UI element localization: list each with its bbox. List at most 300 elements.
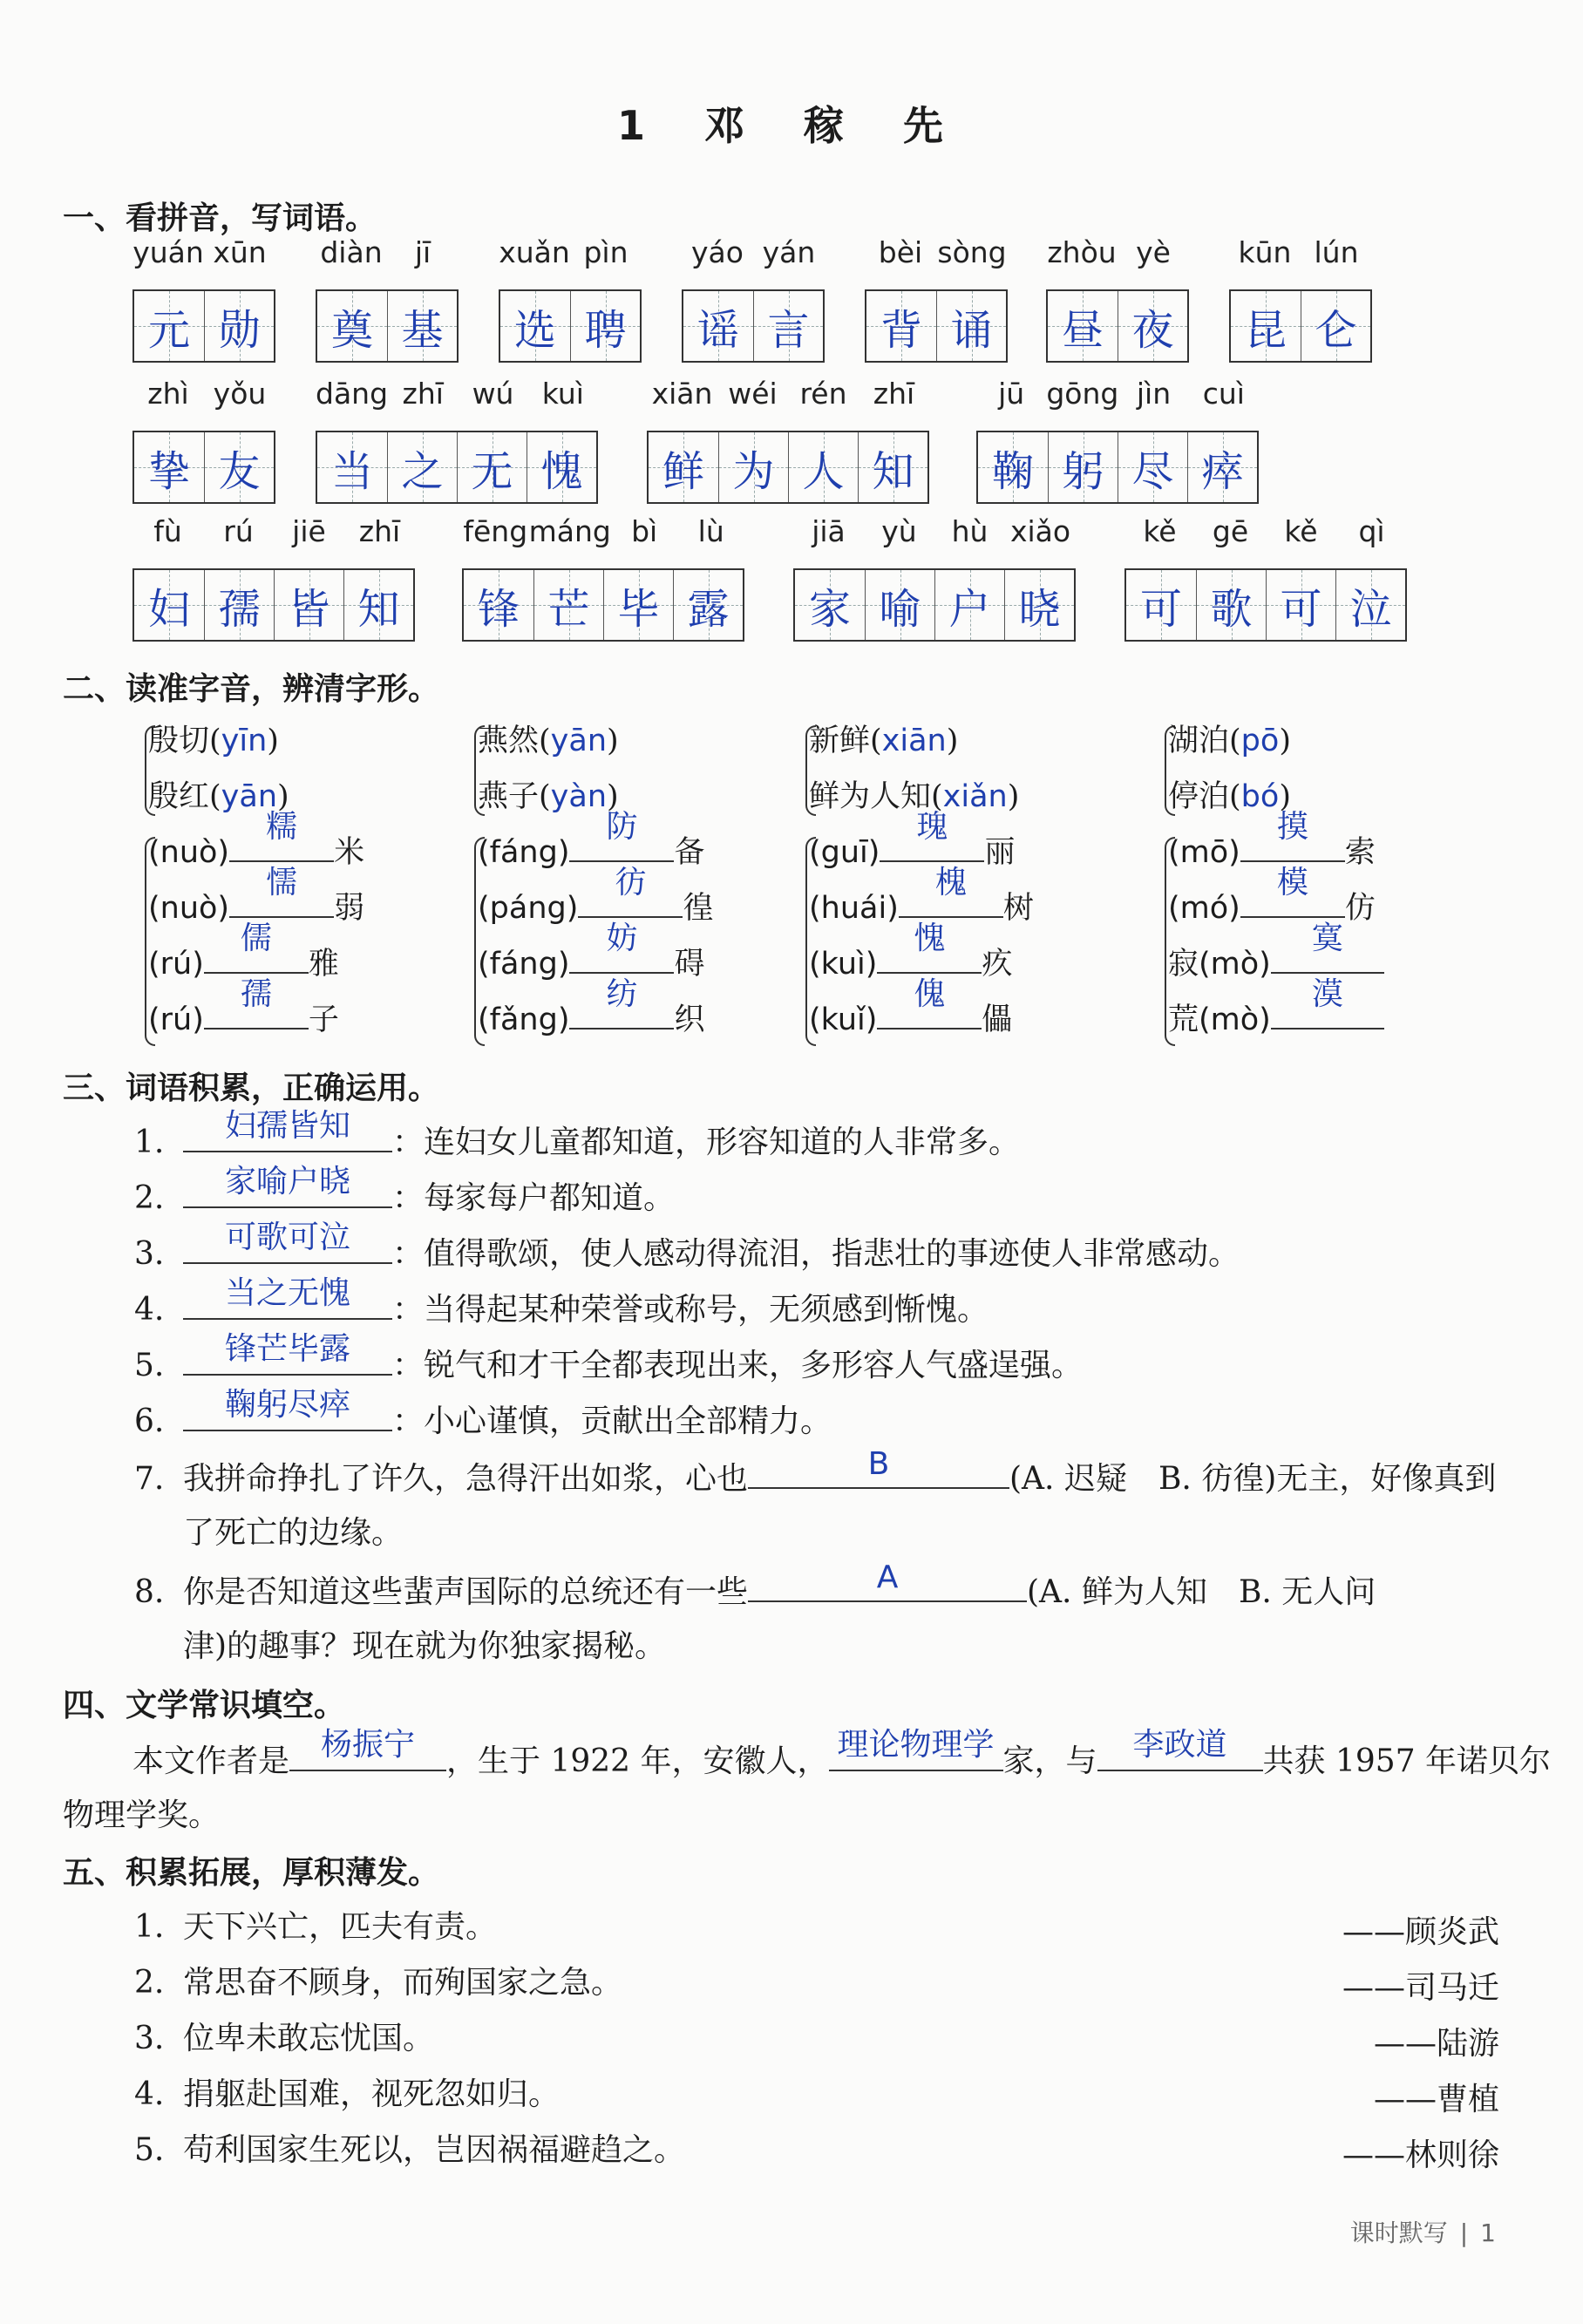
- handwritten-char: 谣: [696, 305, 739, 355]
- pinyin-syllable: kūn: [1238, 235, 1292, 269]
- pinyin-syllable: kuì: [541, 377, 584, 411]
- pinyin-label: [1124, 514, 1407, 548]
- char-cell[interactable]: [1196, 570, 1266, 640]
- char-cell[interactable]: [1048, 291, 1118, 361]
- char-cell[interactable]: [343, 570, 413, 640]
- handwritten-char: 言: [767, 305, 810, 355]
- pinyin-word: [316, 235, 459, 363]
- handwritten-char: 模: [1276, 865, 1308, 900]
- handwritten-char: 昼: [1061, 305, 1104, 355]
- char-suffix: 碍: [674, 947, 705, 982]
- pinyin-syllable: jiā: [812, 514, 846, 548]
- pinyin-label: [682, 235, 825, 269]
- item-number: 1.: [134, 1125, 165, 1160]
- char-cell[interactable]: [204, 291, 274, 361]
- pinyin-label: [316, 377, 598, 411]
- vocab-answer-blank[interactable]: [183, 1275, 392, 1320]
- handwritten-char: 懦: [266, 865, 298, 900]
- pinyin-word: [132, 514, 415, 642]
- handwritten-char: 露: [687, 584, 730, 634]
- char-suffix: 备: [674, 835, 705, 870]
- handwritten-char: 愧: [914, 921, 946, 956]
- char-cell[interactable]: [934, 570, 1004, 640]
- handwritten-char: 防: [606, 809, 638, 845]
- polyphone-line: 停泊(bó): [1168, 779, 1291, 814]
- handwritten-char: 人: [802, 446, 845, 496]
- polyphone-line: 殷红(yān): [148, 779, 289, 814]
- char-form-line: [1168, 976, 1384, 1048]
- char-cell[interactable]: [673, 570, 743, 640]
- char-form-column: [478, 809, 714, 1048]
- pinyin-syllable: zhī: [873, 377, 915, 411]
- question-7: 7. 我拼命挣扎了许久，急得汗出如浆，心也 B (A. 迟疑 B. 彷徨)无主，好像真到: [134, 1446, 1497, 1497]
- char-cell[interactable]: [649, 432, 718, 502]
- char-cell[interactable]: [204, 570, 274, 640]
- char-answer-blank[interactable]: [877, 976, 982, 1029]
- pinyin-answer: yān: [221, 779, 278, 814]
- vocab-item: [134, 1108, 1021, 1162]
- pinyin-syllable: lún: [1314, 235, 1359, 269]
- char-cell[interactable]: [1126, 570, 1196, 640]
- char-cell[interactable]: [317, 291, 387, 361]
- handwritten-char: 家: [808, 584, 851, 634]
- handwritten-char: 孺: [218, 584, 261, 634]
- char-boxes: [316, 431, 598, 504]
- pinyin-word: [793, 514, 1076, 642]
- vocab-answer-blank[interactable]: [183, 1220, 392, 1264]
- polyphone-line: 湖泊(pō): [1168, 724, 1291, 758]
- char-answer-blank[interactable]: [1271, 976, 1384, 1029]
- polyphone-line: 鲜为人知(xiǎn): [809, 779, 1020, 814]
- char-cell[interactable]: [978, 432, 1048, 502]
- handwritten-char: 妨: [606, 921, 638, 956]
- char-boxes: [793, 568, 1076, 642]
- handwritten-char: 纺: [606, 976, 638, 1012]
- char-boxes: [1229, 289, 1372, 363]
- definition-text: ：小心谨慎，贡献出全部精力。: [392, 1403, 832, 1439]
- quote-item: [134, 2125, 685, 2170]
- pinyin-prompt: (fáng): [478, 835, 570, 870]
- item-number: 3.: [134, 2021, 165, 2056]
- char-cell[interactable]: [788, 432, 858, 502]
- handwritten-char: 仑: [1315, 305, 1357, 355]
- char-cell[interactable]: [533, 570, 603, 640]
- polyphone-word: 燕子: [478, 779, 540, 814]
- field-blank[interactable]: 理论物理学: [829, 1770, 1003, 1771]
- q7-answer-blank[interactable]: B: [748, 1487, 1009, 1489]
- handwritten-char: 寞: [1311, 921, 1343, 956]
- handwritten-char: 彷: [615, 865, 647, 900]
- pinyin-label: [316, 235, 459, 269]
- quote-item: [134, 1902, 497, 1947]
- quote-author: ——司马迁: [1342, 1970, 1499, 2006]
- pinyin-syllable: yuán: [132, 235, 204, 269]
- definition-text: ：值得歌颂，使人感动得流泪，指悲壮的事迹使人非常感动。: [392, 1236, 1240, 1272]
- char-boxes: [682, 289, 825, 363]
- handwritten-char: 摸: [1276, 809, 1308, 845]
- handwritten-char: 挚: [147, 446, 190, 496]
- char-cell[interactable]: [1118, 291, 1187, 361]
- pinyin-word: [865, 235, 1008, 363]
- handwritten-char: 尽: [1131, 446, 1174, 496]
- pinyin-label: [976, 377, 1259, 411]
- pinyin-syllable: fēng: [463, 514, 528, 548]
- handwritten-char: 元: [147, 305, 190, 355]
- pinyin-word: [976, 377, 1259, 504]
- polyphone-word: 殷红: [148, 779, 210, 814]
- polyphone-word: 殷切: [148, 724, 210, 758]
- pinyin-prompt: (nuò): [148, 835, 230, 870]
- pinyin-prompt: (mó): [1168, 891, 1240, 926]
- char-form-column: [1168, 809, 1384, 1048]
- char-cell[interactable]: [464, 570, 533, 640]
- pinyin-label: [499, 235, 642, 269]
- char-cell[interactable]: [134, 432, 204, 502]
- handwritten-char: 背: [880, 305, 922, 355]
- pinyin-label: [1229, 235, 1372, 269]
- handwritten-char: 当: [330, 446, 373, 496]
- pinyin-word: [316, 377, 598, 504]
- pinyin-syllable: yù: [881, 514, 917, 548]
- pinyin-syllable: jiē: [292, 514, 326, 548]
- item-number: 1.: [134, 1909, 165, 1945]
- vocab-answer-blank[interactable]: [183, 1387, 392, 1431]
- pinyin-label: [132, 514, 415, 548]
- item-number: 5.: [134, 2132, 165, 2168]
- char-boxes: [499, 289, 642, 363]
- pinyin-syllable: jū: [998, 377, 1025, 411]
- char-cell[interactable]: [858, 432, 927, 502]
- char-cell[interactable]: [1301, 291, 1370, 361]
- pinyin-syllable: rú: [223, 514, 254, 548]
- pinyin-syllable: yè: [1136, 235, 1171, 269]
- handwritten-char: 芒: [547, 584, 590, 634]
- pinyin-prompt: (páng): [478, 891, 579, 926]
- vocab-item: [134, 1164, 676, 1218]
- quote-text: 苟利国家生死以，岂因祸福避趋之。: [183, 2132, 686, 2168]
- literature-fill-line2: 物理学奖。: [63, 1797, 221, 1833]
- definition-text: ：每家每户都知道。: [392, 1180, 676, 1216]
- handwritten-char: 为: [732, 446, 775, 496]
- item-number: 3.: [134, 1236, 165, 1272]
- char-suffix: 儡: [982, 1002, 1013, 1037]
- char-cell[interactable]: [936, 291, 1006, 361]
- handwritten-char: 户: [948, 584, 991, 634]
- vocab-answer-blank[interactable]: [183, 1164, 392, 1208]
- quote-text: 捐躯赴国难，视死忽如归。: [183, 2076, 561, 2112]
- char-suffix: 米: [334, 835, 365, 870]
- item-number: 4.: [134, 1292, 165, 1328]
- pinyin-word: [1124, 514, 1407, 642]
- vocab-item: [134, 1387, 832, 1441]
- vocab-item: [134, 1275, 989, 1329]
- quote-text: 天下兴亡，匹夫有责。: [183, 1909, 498, 1945]
- pinyin-syllable: yǒu: [213, 377, 267, 411]
- pinyin-prompt: (mō): [1168, 835, 1240, 870]
- pinyin-prompt: (nuò): [148, 891, 230, 926]
- char-cell[interactable]: [1048, 432, 1118, 502]
- handwritten-char: 歌: [1210, 584, 1253, 634]
- handwritten-answer: 鞠躬尽瘁: [224, 1387, 350, 1423]
- pinyin-syllable: xiǎo: [1009, 514, 1071, 548]
- question-8-line2: 津)的趣事？现在就为你独家揭秘。: [183, 1628, 667, 1664]
- char-boxes: [132, 568, 415, 642]
- pinyin-syllable: sòng: [937, 235, 1007, 269]
- quote-item: [134, 2069, 560, 2114]
- handwritten-char: 友: [218, 446, 261, 496]
- section-5-heading: 五、积累拓展，厚积薄发。: [63, 1855, 440, 1891]
- char-cell[interactable]: [134, 570, 204, 640]
- section-1-heading: 一、看拼音，写词语。: [63, 200, 377, 236]
- char-cell[interactable]: [718, 432, 788, 502]
- char-cell[interactable]: [457, 432, 527, 502]
- handwritten-char: 昆: [1244, 305, 1287, 355]
- handwritten-answer: 锋芒毕露: [224, 1331, 350, 1367]
- pinyin-syllable: jìn: [1136, 377, 1172, 411]
- handwritten-answer: 妇孺皆知: [224, 1108, 350, 1144]
- pinyin-answer: xiān: [881, 724, 947, 758]
- char-suffix: 丽: [984, 835, 1016, 870]
- handwritten-char: 儒: [240, 921, 272, 956]
- handwritten-char: 知: [357, 584, 400, 634]
- pinyin-word: [132, 235, 275, 363]
- polyphone-line: 殷切(yīn): [148, 724, 279, 758]
- item-number: 5.: [134, 1348, 165, 1383]
- pinyin-answer: bó: [1240, 779, 1280, 814]
- char-answer-blank[interactable]: [569, 976, 674, 1029]
- handwritten-char: 基: [401, 305, 444, 355]
- handwritten-char: 晓: [1018, 584, 1061, 634]
- char-suffix: 子: [308, 1002, 339, 1037]
- char-cell[interactable]: [387, 432, 457, 502]
- char-boxes: [865, 289, 1008, 363]
- pinyin-prompt: (fáng): [478, 947, 570, 982]
- handwritten-char: 妇: [147, 584, 190, 634]
- char-cell[interactable]: [500, 291, 570, 361]
- section-2-heading: 二、读准字音，辨清字形。: [63, 671, 440, 707]
- char-cell[interactable]: [1118, 432, 1187, 502]
- char-cell[interactable]: [865, 570, 934, 640]
- char-cell[interactable]: [683, 291, 753, 361]
- pinyin-syllable: kě: [1284, 514, 1318, 548]
- polyphone-word: 新鲜: [809, 724, 871, 758]
- pinyin-word: [499, 235, 642, 363]
- char-cell[interactable]: [274, 570, 343, 640]
- handwritten-answer: 当之无愧: [224, 1275, 350, 1311]
- pinyin-syllable: fù: [153, 514, 182, 548]
- handwritten-char: 知: [872, 446, 914, 496]
- handwritten-answer: 可歌可泣: [224, 1220, 350, 1255]
- pinyin-syllable: zhī: [358, 514, 401, 548]
- pinyin-prompt: 寂(mò): [1168, 947, 1271, 982]
- polyphone-word: 停泊: [1168, 779, 1230, 814]
- author-blank[interactable]: 杨振宁: [289, 1770, 446, 1771]
- vocab-answer-blank[interactable]: [183, 1331, 392, 1376]
- handwritten-char: 之: [401, 446, 444, 496]
- pinyin-syllable: yáo: [691, 235, 744, 269]
- handwritten-char: 无: [471, 446, 513, 496]
- handwritten-char: 皆: [288, 584, 330, 634]
- handwritten-char: 躬: [1062, 446, 1104, 496]
- pinyin-syllable: pìn: [583, 235, 628, 269]
- char-cell[interactable]: [1231, 291, 1301, 361]
- handwritten-char: 傀: [914, 976, 946, 1012]
- item-number: 4.: [134, 2076, 165, 2112]
- pinyin-syllable: dāng: [316, 377, 389, 411]
- pinyin-word: [1046, 235, 1189, 363]
- handwritten-char: 孺: [240, 976, 272, 1012]
- section-4-heading: 四、文学常识填空。: [63, 1688, 346, 1723]
- question-7-line2: 了死亡的边缘。: [183, 1515, 404, 1551]
- pinyin-syllable: lù: [697, 514, 724, 548]
- pinyin-syllable: zhòu: [1047, 235, 1117, 269]
- pinyin-syllable: xuǎn: [499, 235, 570, 269]
- quote-author: ——林则徐: [1342, 2137, 1499, 2173]
- pinyin-label: [865, 235, 1008, 269]
- pinyin-syllable: zhì: [147, 377, 189, 411]
- char-form-column: [809, 809, 1034, 1048]
- pinyin-prompt: (kuǐ): [809, 1002, 878, 1037]
- pinyin-label: [132, 377, 275, 411]
- char-cell[interactable]: [134, 291, 204, 361]
- q8-answer-blank[interactable]: A: [748, 1600, 1027, 1602]
- pinyin-label: [132, 235, 275, 269]
- char-suffix: 索: [1344, 835, 1376, 870]
- char-cell[interactable]: [1004, 570, 1074, 640]
- pinyin-answer: xiǎn: [942, 779, 1008, 814]
- pinyin-syllable: diàn: [320, 235, 383, 269]
- char-cell[interactable]: [603, 570, 673, 640]
- handwritten-char: 鲜: [662, 446, 704, 496]
- handwritten-char: 可: [1280, 584, 1322, 634]
- pinyin-word: [647, 377, 929, 504]
- char-cell[interactable]: [795, 570, 865, 640]
- polyphone-line: 燕子(yàn): [478, 779, 619, 814]
- pinyin-word: [682, 235, 825, 363]
- char-cell[interactable]: [204, 432, 274, 502]
- definition-text: ：连妇女儿童都知道，形容知道的人非常多。: [392, 1125, 1021, 1160]
- pinyin-prompt: (kuì): [809, 947, 878, 982]
- char-suffix: 疚: [982, 947, 1013, 982]
- char-cell[interactable]: [317, 432, 387, 502]
- handwritten-char: 鞠: [991, 446, 1034, 496]
- polyphone-word: 湖泊: [1168, 724, 1230, 758]
- handwritten-char: 勋: [218, 305, 261, 355]
- handwritten-char: 瑰: [916, 809, 948, 845]
- pinyin-syllable: qì: [1358, 514, 1385, 548]
- pinyin-prompt: (fǎng): [478, 1002, 570, 1037]
- char-form-line: [148, 976, 364, 1048]
- pinyin-label: [1046, 235, 1189, 269]
- char-suffix: 徨: [683, 891, 714, 926]
- handwritten-char: 毕: [617, 584, 660, 634]
- pinyin-prompt: (rú): [148, 947, 204, 982]
- char-boxes: [132, 431, 275, 504]
- char-boxes: [647, 431, 929, 504]
- char-cell[interactable]: [1187, 432, 1257, 502]
- char-answer-blank[interactable]: [204, 976, 309, 1029]
- char-suffix: 树: [1002, 891, 1034, 926]
- pinyin-syllable: xūn: [213, 235, 267, 269]
- pinyin-label: [462, 514, 744, 548]
- char-boxes: [316, 289, 459, 363]
- char-cell[interactable]: [753, 291, 823, 361]
- pinyin-syllable: gē: [1212, 514, 1249, 548]
- char-form-line: [478, 976, 713, 1048]
- handwritten-char: 泣: [1349, 584, 1392, 634]
- polyphone-line: 燕然(yān): [478, 724, 619, 758]
- handwritten-answer: 家喻户晓: [224, 1164, 350, 1199]
- char-boxes: [1124, 568, 1407, 642]
- quote-text: 位卑未敢忘忧国。: [183, 2021, 435, 2056]
- char-cell[interactable]: [387, 291, 457, 361]
- vocab-item: [134, 1220, 1240, 1274]
- char-suffix: 织: [674, 1002, 705, 1037]
- handwritten-char: 诵: [950, 305, 993, 355]
- char-cell[interactable]: [1335, 570, 1405, 640]
- pinyin-syllable: rén: [799, 377, 847, 411]
- item-number: 2.: [134, 1965, 165, 2001]
- pinyin-syllable: zhī: [402, 377, 444, 411]
- handwritten-char: 奠: [330, 305, 373, 355]
- pinyin-syllable: yán: [762, 235, 816, 269]
- pinyin-word: [132, 377, 275, 504]
- handwritten-char: 锋: [477, 584, 520, 634]
- definition-text: ：锐气和才干全都表现出来，多形容人气盛逞强。: [392, 1348, 1084, 1383]
- char-boxes: [462, 568, 744, 642]
- pinyin-syllable: hù: [951, 514, 989, 548]
- char-cell[interactable]: [866, 291, 936, 361]
- char-cell[interactable]: [570, 291, 640, 361]
- pinyin-word: [1229, 235, 1372, 363]
- char-cell[interactable]: [527, 432, 596, 502]
- pinyin-syllable: cuì: [1202, 377, 1245, 411]
- char-suffix: 雅: [308, 947, 339, 982]
- char-cell[interactable]: [1266, 570, 1335, 640]
- literature-fill: 本文作者是 杨振宁 ，生于 1922 年，安徽人， 理论物理学 家，与 李政道 共获 1957 年诺贝尔: [132, 1727, 1552, 1779]
- quote-item: [134, 2014, 434, 2058]
- char-boxes: [132, 289, 275, 363]
- pinyin-syllable: wéi: [728, 377, 778, 411]
- quote-author: ——陆游: [1373, 2026, 1499, 2062]
- page-title: 1 邓 稼 先: [616, 102, 967, 149]
- handwritten-char: 可: [1139, 584, 1182, 634]
- colleague-blank[interactable]: 李政道: [1097, 1770, 1263, 1771]
- vocab-answer-blank[interactable]: [183, 1108, 392, 1152]
- char-boxes: [1046, 289, 1189, 363]
- definition-text: ：当得起某种荣誉或称号，无须感到惭愧。: [392, 1292, 989, 1328]
- pinyin-answer: yàn: [550, 779, 608, 814]
- pinyin-syllable: bì: [631, 514, 658, 548]
- handwritten-char: 愧: [540, 446, 583, 496]
- handwritten-char: 夜: [1131, 305, 1174, 355]
- pinyin-syllable: bèi: [878, 235, 923, 269]
- quote-item: [134, 1958, 622, 2002]
- pinyin-answer: pō: [1240, 724, 1280, 758]
- pinyin-prompt: 荒(mò): [1168, 1002, 1271, 1037]
- item-number: 2.: [134, 1180, 165, 1216]
- handwritten-char: 聘: [584, 305, 627, 355]
- pinyin-syllable: jī: [414, 235, 431, 269]
- polyphone-line: 新鲜(xiān): [809, 724, 959, 758]
- handwritten-char: 槐: [934, 865, 967, 900]
- quote-text: 常思奋不顾身，而殉国家之急。: [183, 1965, 623, 2001]
- polyphone-word: 燕然: [478, 724, 540, 758]
- handwritten-char: 选: [513, 305, 556, 355]
- pinyin-word: [462, 514, 744, 642]
- handwritten-char: 糯: [266, 809, 298, 845]
- pinyin-prompt: (rú): [148, 1002, 204, 1037]
